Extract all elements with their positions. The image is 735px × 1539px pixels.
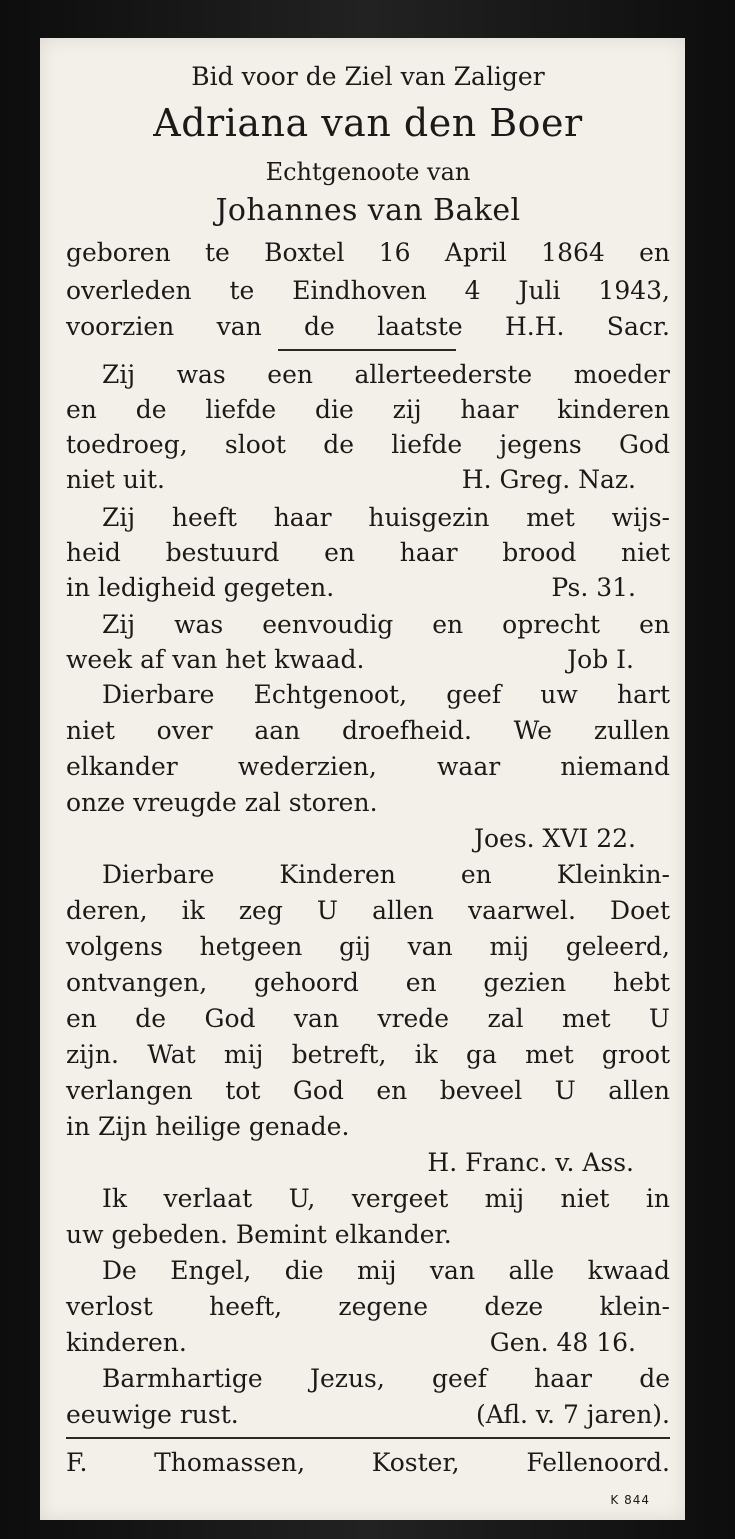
verse-line: en de liefde die zij haar kinderen [66,395,670,424]
footer-divider [66,1437,670,1439]
intro-line: Bid voor de Ziel van Zaliger [191,62,545,91]
verse-text: niet uit. [66,465,165,494]
birth-line: geboren te Boxtel 16 April 1864 en [66,238,670,267]
verse-line: Zij was een allerteederste moeder [102,360,670,389]
verse-line: toedroeg, sloot de liefde jegens God [66,430,670,459]
deceased-name: Adriana van den Boer [153,101,583,145]
printer-line: F. Thomassen, Koster, Fellenoord. [66,1448,670,1477]
verse-last-line [66,575,670,600]
card-code: K 844 [610,1493,650,1507]
verse-line: elkander wederzien, waar niemand [66,752,670,781]
verse-line: Dierbare Kinderen en Kleinkin- [102,860,670,889]
verse-line: niet over aan droefheid. We zullen [66,716,670,745]
verse-line: deren, ik zeg U allen vaarwel. Doet [66,896,670,925]
verse-line: onze vreugde zal storen. [66,788,378,817]
verse-source: Gen. 48 16. [489,1328,636,1357]
verse-line: Zij heeft haar huisgezin met wijs- [102,503,670,532]
verse-line: volgens hetgeen gij van mij geleerd, [66,932,670,961]
verse-line: verlangen tot God en beveel U allen [66,1076,670,1105]
verse-text: week af van het kwaad. [66,645,365,674]
verse-text: in ledigheid gegeten. [66,573,335,602]
husband-name: Johannes van Bakel [215,193,521,228]
verse-last-line [66,1402,670,1427]
verse-source: (Afl. v. 7 jaren). [475,1400,670,1429]
verse-text: kinderen. [66,1328,187,1357]
verse-line: verlost heeft, zegene deze klein- [66,1292,670,1321]
verse-source: H. Greg. Naz. [461,465,636,494]
verse-line: zijn. Wat mij betreft, ik ga met groot [66,1040,670,1069]
relation-line: Echtgenoote van [265,158,471,186]
verse-line: Barmhartige Jezus, geef haar de [102,1364,670,1393]
death-line: overleden te Eindhoven 4 Juli 1943, [66,276,670,305]
verse-line: en de God van vrede zal met U [66,1004,670,1033]
verse-line: Ik verlaat U, vergeet mij niet in [102,1184,670,1213]
verse-line: heid bestuurd en haar brood niet [66,538,670,567]
verse-line: Zij was eenvoudig en oprecht en [102,610,670,639]
verse-source: Ps. 31. [551,573,636,602]
verse-line: in Zijn heilige genade. [66,1112,350,1141]
header-divider [278,349,456,351]
verse-line: Dierbare Echtgenoot, geef uw hart [102,680,670,709]
verse-line: ontvangen, gehoord en gezien hebt [66,968,670,997]
verse-source: H. Franc. v. Ass. [427,1148,634,1177]
verse-text: eeuwige rust. [66,1400,239,1429]
verse-last-line [66,1330,670,1355]
verse-line: uw gebeden. Bemint elkander. [66,1220,452,1249]
sacraments-line: voorzien van de laatste H.H. Sacr. [66,312,670,341]
verse-line: De Engel, die mij van alle kwaad [102,1256,670,1285]
verse-last-line [66,647,670,672]
verse-source: Job I. [567,645,634,674]
verse-source: Joes. XVI 22. [473,824,636,853]
verse-last-line [66,467,670,492]
